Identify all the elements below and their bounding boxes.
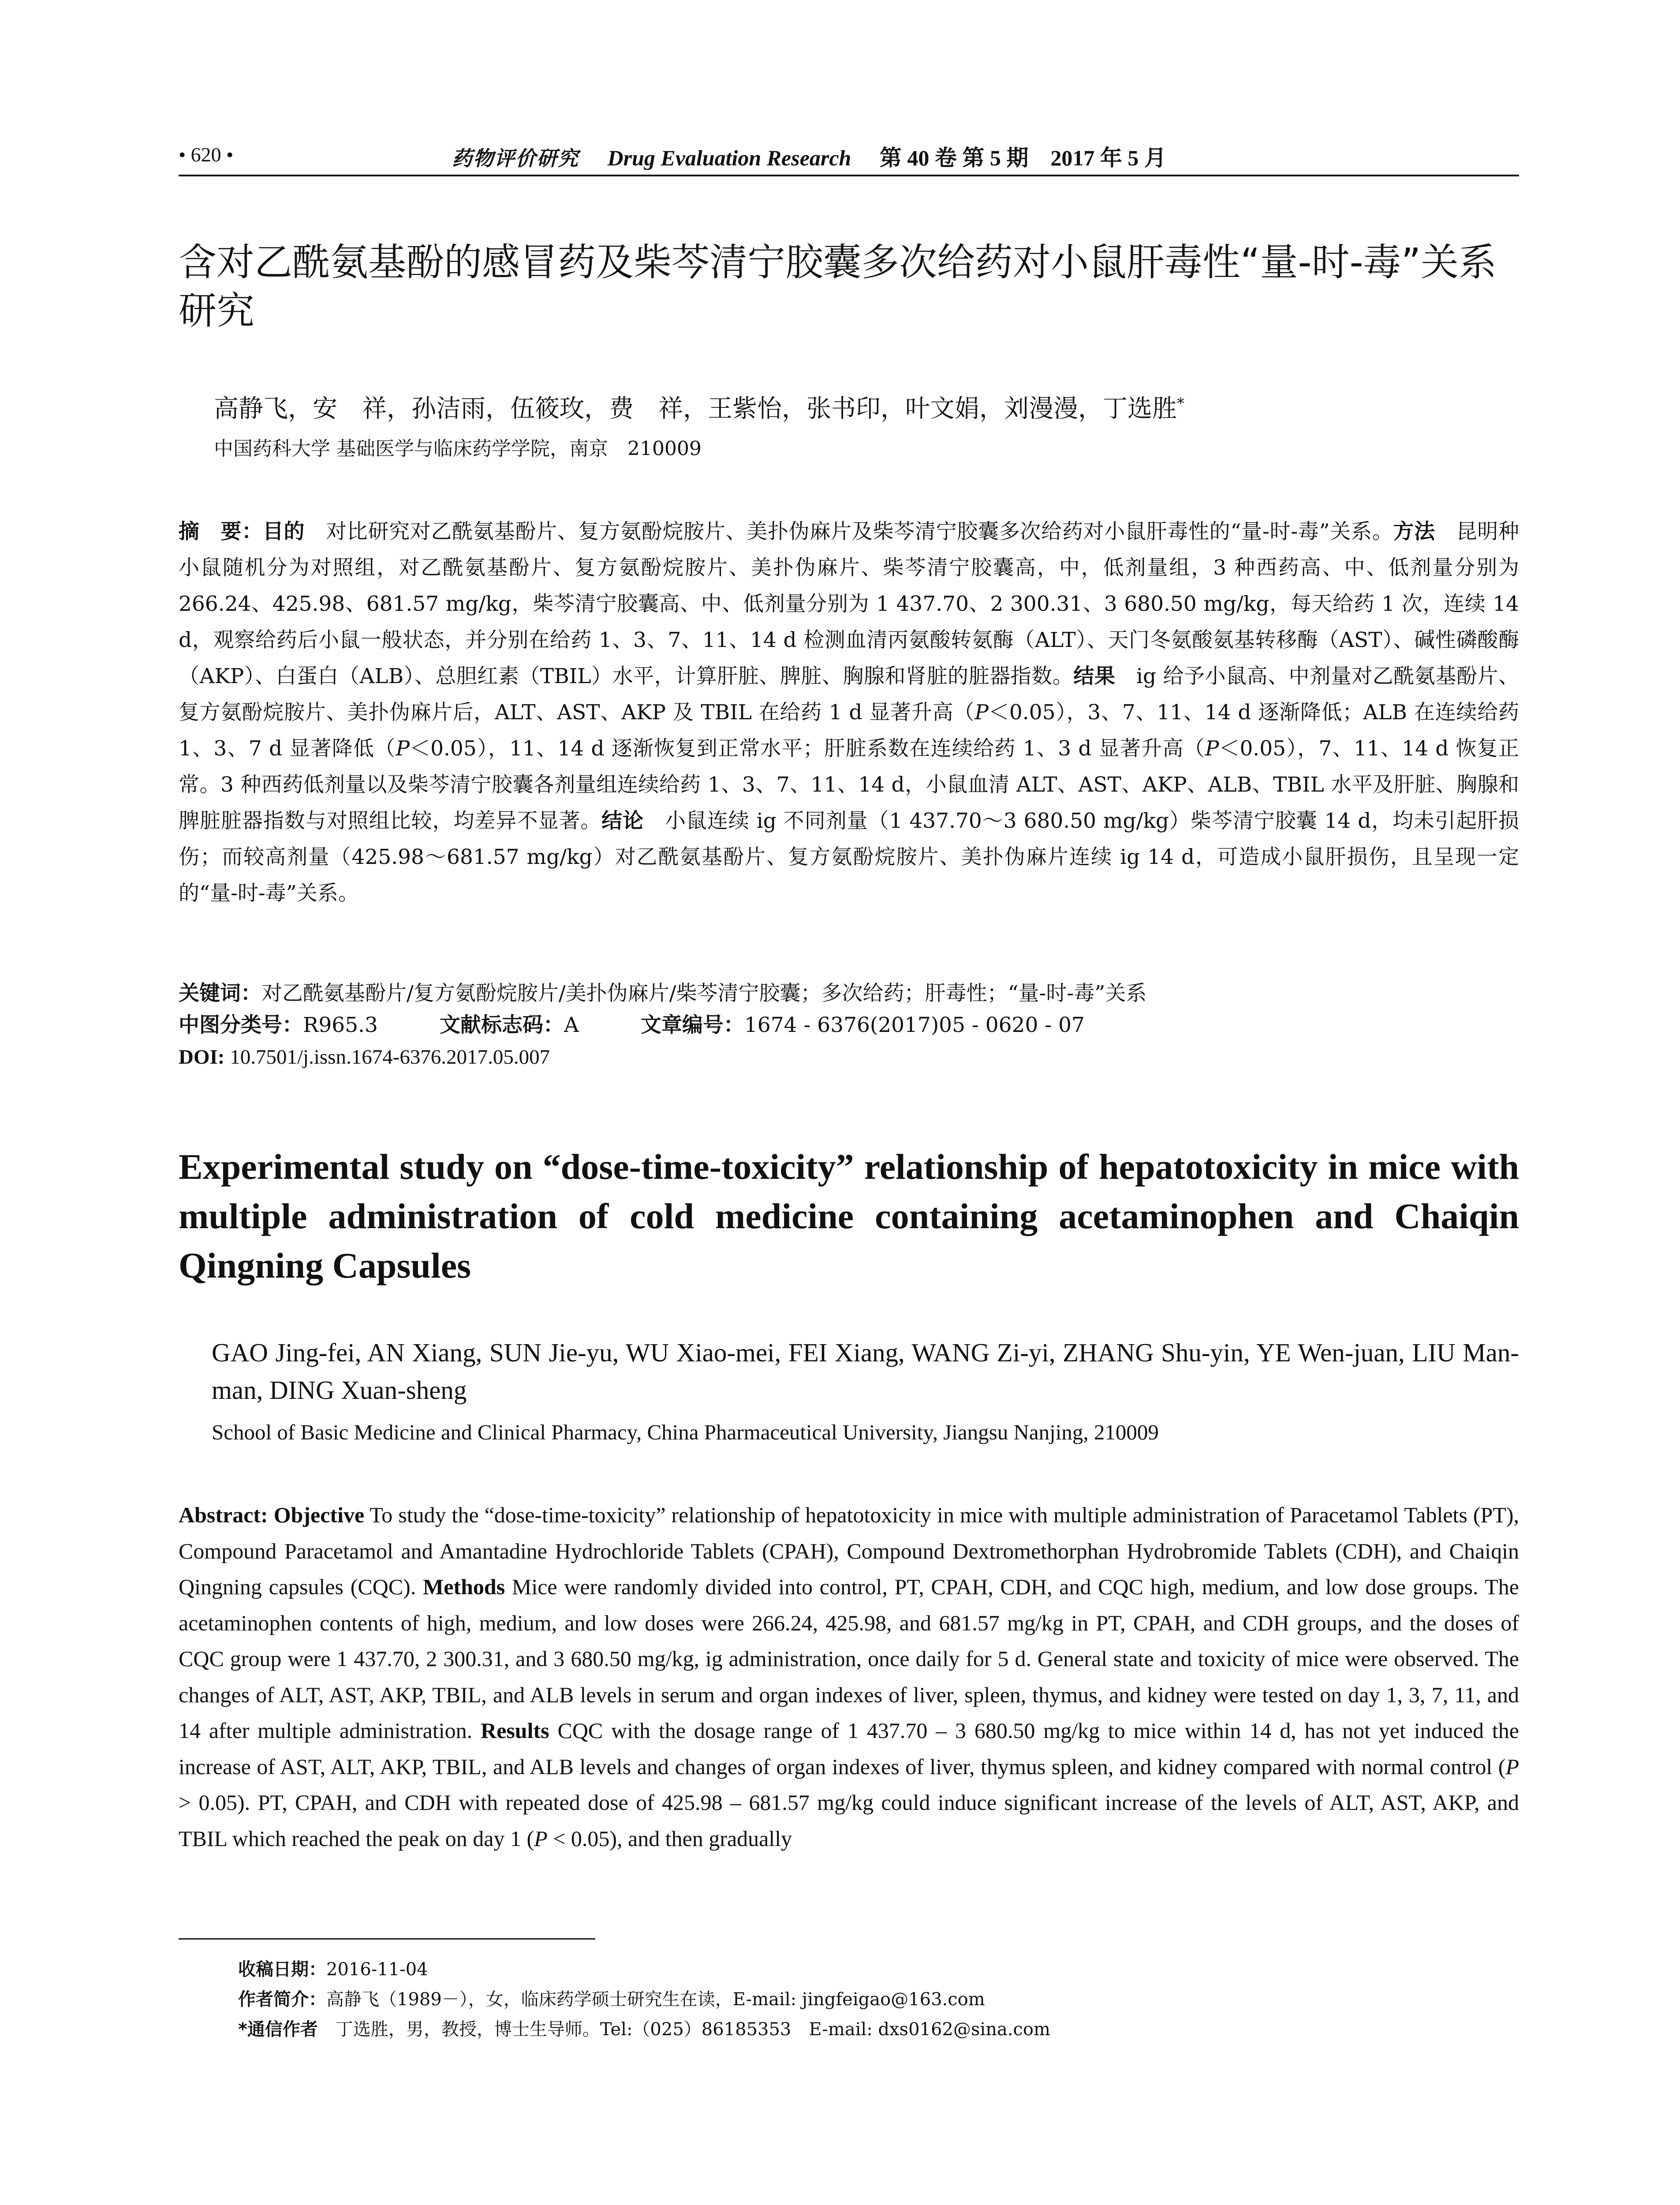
results-text: > 0.05). PT, CPAH, and CDH with repeated dose of 425.98 – 681.57 mg/kg could induce significant increase of the levels of ALT, AST, AKP, and TBIL which reached the peak on day 1 (: [179, 1790, 1519, 1851]
doi-line: [179, 1043, 1519, 1072]
p-symbol: P: [534, 1826, 548, 1851]
corresponding-author-label: *通信作者: [238, 2019, 318, 2040]
p-symbol: P: [1505, 1754, 1519, 1779]
methods-label: Methods: [423, 1574, 505, 1599]
methods-label: 方法: [1393, 519, 1435, 544]
received-date-line: [238, 1959, 428, 1980]
p-symbol: P: [1205, 736, 1219, 761]
p-symbol: P: [396, 736, 410, 761]
classification-line: [179, 1011, 1519, 1040]
journal-name: Drug Evaluation Research: [607, 146, 851, 170]
chinese-authors: [214, 388, 1519, 425]
keywords-line: [179, 979, 1519, 1008]
keywords-label: 关键词：: [179, 981, 261, 1005]
footnote-rule: [179, 1938, 595, 1940]
english-authors: GAO Jing-fei, AN Xiang, SUN Jie-yu, WU Xiao-mei, FEI Xiang, WANG Zi-yi, ZHANG Shu-yin, YE Wen-juan, LIU Man-man, DING Xuan-sheng: [212, 1338, 1519, 1405]
corresponding-author-line: [238, 2019, 1050, 2040]
methods-text: Mice were randomly divided into control, PT, CPAH, CDH, and CQC high, medium, and low dose groups. The acetaminophen contents of high, medium, and low doses were 266.24, 425.98, and 681.57 mg/kg in PT, CPAH, and CDH groups, and the doses of CQC group were 1 437.70, 2 300.31, and 3 680.50 mg/kg, ig administration, once daily for 5 d. General state and toxicity of mice were observed. The changes of ALT, AST, AKP, TBIL, and ALB levels in serum and organ indexes of liver, spleen, thymus, and kidney were tested on day 1, 3, 7, 11, and 14 after multiple administration.: [179, 1574, 1519, 1743]
english-abstract: [179, 1497, 1519, 1857]
issue-info: 第 40 卷 第 5 期 2017 年 5 月: [879, 146, 1166, 170]
results-text: ＜0.05），7、11、14 d 恢复正常。3 种西药低剂量以及柴芩清宁胶囊各剂量组连续给药 1、3、7、11、14 d，小鼠血清 ALT、AST、AKP、ALB、TBIL 水平及肝脏、胸腺和脾脏脏器指数与对照组比较，均差异不显著。: [179, 736, 1519, 833]
results-label: 结果: [1073, 664, 1116, 688]
page-number: • 620 •: [179, 143, 234, 166]
author-bio: 高静飞（1989－），女，临床药学硕士研究生在读，E-mail: jingfeigao@163.com: [326, 1989, 985, 2010]
results-label: Results: [481, 1718, 549, 1743]
results-text: ＜0.05），11、14 d 逐渐恢复到正常水平；肝脏系数在连续给药 1、3 d 显著升高（: [410, 736, 1205, 761]
doi: 10.7501/j.issn.1674-6376.2017.05.007: [224, 1046, 550, 1069]
clc-label: 中图分类号：: [179, 1013, 303, 1037]
abstract-label: Abstract:: [179, 1502, 268, 1527]
document-code-label: 文献标志码：: [439, 1013, 564, 1037]
results-text: ig 给予小鼠高、中剂量对乙酰氨基酚片、复方氨酚烷胺片、美扑伪麻片后，ALT、AST、AKP 及 TBIL 在给药 1 d 显著升高（: [179, 664, 1519, 725]
received-label: 收稿日期：: [238, 1959, 326, 1980]
journal-line: [452, 140, 1166, 172]
document-code: A: [564, 1013, 579, 1037]
article-number-label: 文章编号：: [640, 1013, 744, 1037]
running-header: [179, 140, 1519, 178]
english-title: Experimental study on “dose-time-toxicity” relationship of hepatotoxicity in mice with multiple administration of cold medicine containing acetaminophen and Chaiqin Qingning Capsules: [179, 1147, 1519, 1286]
corresponding-mark: *: [1177, 395, 1184, 412]
keywords: 对乙酰氨基酚片/复方氨酚烷胺片/美扑伪麻片/柴芩清宁胶囊；多次给药；肝毒性；“量-时-毒”关系: [261, 981, 1147, 1005]
journal-logo: 药物评价研究: [452, 146, 579, 170]
objective-label: 目的: [262, 519, 305, 544]
chinese-author-list: 高静飞，安 祥，孙洁雨，伍筱玫，费 祥，王紫怡，张书印，叶文娟，刘漫漫，丁选胜: [214, 394, 1177, 423]
conclusion-text: 小鼠连续 ig 不同剂量（1 437.70～3 680.50 mg/kg）柴芩清宁胶囊 14 d，均未引起肝损伤；而较高剂量（425.98～681.57 mg/kg）对乙酰氨基酚片、复方氨酚烷胺片、美扑伪麻片连续 ig 14 d，可造成小鼠肝损伤，且呈现一定的“量-时-毒”关系。: [179, 809, 1519, 905]
author-bio-line: [238, 1989, 985, 2010]
objective-text: To study the “dose-time-toxicity” relationship of hepatotoxicity in mice with multiple administration of Paracetamol Tablets (PT), Compound Paracetamol and Amantadine Hydrochloride Tablets (CPAH), Compound Dextromethorphan Hydrobromide Tablets (CDH), and Chaiqin Qingning capsules (CQC).: [179, 1502, 1519, 1599]
chinese-affiliation: 中国药科大学 基础医学与临床药学学院，南京 210009: [214, 437, 702, 460]
methods-text: 昆明种小鼠随机分为对照组，对乙酰氨基酚片、复方氨酚烷胺片、美扑伪麻片、柴芩清宁胶囊高，中，低剂量组，3 种西药高、中、低剂量分别为 266.24、425.98、681.57 mg/kg，柴芩清宁胶囊高、中、低剂量分别为 1 437.70、2 300.31、3 680.50 mg/kg，每天给药 1 次，连续 14 d，观察给药后小鼠一般状态，并分别在给药 1、3、7、11、14 d 检测血清丙氨酸转氨酶（ALT）、天门冬氨酸氨基转移酶（AST）、碱性磷酸酶（AKP）、白蛋白（ALB）、总胆红素（TBIL）水平，计算肝脏、脾脏、胸腺和肾脏的脏器指数。: [179, 519, 1519, 688]
objective-label: Objective: [273, 1502, 365, 1527]
results-text: CQC with the dosage range of 1 437.70 – 3 680.50 mg/kg to mice within 14 d, has not yet induced the increase of AST, ALT, AKP, TBIL, and ALB levels and changes of organ indexes of liver, thymus spleen, and kidney compared with normal control (: [179, 1718, 1519, 1779]
author-bio-label: 作者简介：: [238, 1989, 326, 2010]
objective-text: 对比研究对乙酰氨基酚片、复方氨酚烷胺片、美扑伪麻片及柴芩清宁胶囊多次给药对小鼠肝毒性的“量-时-毒”关系。: [305, 519, 1393, 544]
results-text: < 0.05), and then gradually: [547, 1826, 792, 1851]
results-text: ＜0.05），3、7、11、14 d 逐渐降低；ALB 在连续给药 1、3、7 d 显著降低（: [179, 700, 1519, 761]
corresponding-author: 丁选胜，男，教授，博士生导师。Tel:（025）86185353 E-mail: dxs0162@sina.com: [317, 2019, 1050, 2040]
chinese-title: 含对乙酰氨基酚的感冒药及柴芩清宁胶囊多次给药对小鼠肝毒性“量-时-毒”关系研究: [179, 240, 1497, 333]
chinese-abstract: [179, 514, 1519, 912]
received-date: 2016-11-04: [326, 1959, 428, 1980]
clc-number: R965.3: [303, 1013, 378, 1037]
doi-label: DOI:: [179, 1046, 225, 1069]
article-number: 1674 - 6376(2017)05 - 0620 - 07: [744, 1013, 1085, 1037]
header-rule: [179, 175, 1519, 176]
p-symbol: P: [974, 700, 989, 725]
conclusion-label: 结论: [601, 809, 644, 833]
abstract-label: 摘 要：: [179, 519, 263, 544]
footnotes: [238, 1955, 1517, 2044]
english-affiliation: School of Basic Medicine and Clinical Pharmacy, China Pharmaceutical University, Jiangsu Nanjing, 210009: [212, 1420, 1159, 1444]
